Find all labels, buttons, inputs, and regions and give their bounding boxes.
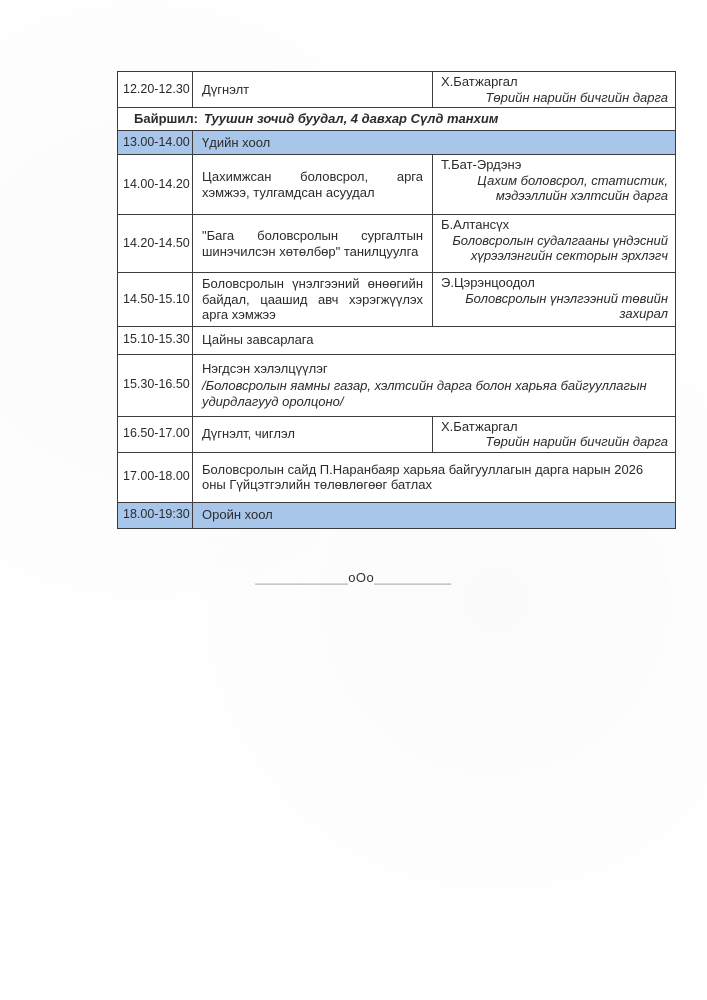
footer-ooo: оОо: [348, 570, 375, 585]
session-time: 14.00-14.20: [123, 176, 190, 191]
schedule-row: [118, 327, 675, 355]
schedule-row: [118, 417, 675, 453]
schedule-row: [118, 453, 675, 503]
time-cell: [118, 327, 193, 354]
session-time: 15.10-15.30: [123, 332, 190, 347]
speaker-title: Боловсролын судалгааны үндэсний хүрээлэнгийн секторын эрхлэгч: [452, 232, 668, 263]
session-time: 14.50-15.10: [123, 291, 190, 306]
activity-cell: [193, 327, 675, 354]
activity-cell: [193, 453, 675, 502]
person-cell: [433, 155, 675, 214]
schedule-row: [118, 215, 675, 273]
activity-cell: [193, 215, 433, 272]
session-activity: Оройн хоол: [202, 507, 273, 523]
time-cell: [118, 155, 193, 214]
speaker-name: Э.Цэрэнцоодол: [441, 275, 535, 290]
activity-cell: [193, 355, 675, 416]
person-cell: [433, 215, 675, 272]
time-cell: [118, 417, 193, 452]
speaker-name: Б.Алтансүх: [441, 217, 510, 232]
activity-cell: [193, 503, 675, 528]
session-time: 15.30-16.50: [123, 377, 190, 392]
time-cell: [118, 355, 193, 416]
time-cell: [118, 453, 193, 502]
schedule-row: [118, 72, 675, 108]
session-activity: "Бага боловсролын сургалтын шинэчилсэн хөтөлбөр" танилцуулга: [202, 228, 423, 259]
activity-cell: [193, 417, 433, 452]
speaker-title: Цахим боловсрол, статистик, мэдээллийн хэлтсийн дарга: [477, 172, 668, 203]
footer-line-left: ____________: [255, 570, 349, 585]
footer-line-right: __________: [374, 570, 452, 585]
footer-separator: [0, 570, 707, 585]
session-activity: Боловсролын сайд П.Наранбаяр харьяа байгууллагын дарга нарын 2026 оны Гүйцэтгэлийн төлөвлөгөөг батлах: [202, 461, 644, 492]
session-activity: Үдийн хоол: [202, 134, 271, 150]
session-activity: Цайны завсарлага: [202, 332, 314, 348]
session-activity: Цахимжсан боловсрол, арга хэмжээ, тулгамдсан асуудал: [202, 169, 423, 200]
activity-cell: [193, 273, 433, 326]
speaker-name: Х.Батжаргал: [441, 418, 518, 434]
time-cell: [118, 131, 193, 154]
schedule-row: [118, 503, 675, 528]
speaker-name: Х.Батжаргал: [441, 74, 518, 89]
session-time: 14.20-14.50: [123, 235, 190, 250]
schedule-row: [118, 273, 675, 327]
session-note: /Боловсролын яамны газар, хэлтсийн дарга болон харьяа байгууллагын удирдлагууд оролцоно/: [202, 378, 647, 409]
speaker-title: Төрийн нарийн бичгийн дарга: [485, 434, 668, 449]
session-time: 17.00-18.00: [123, 469, 190, 484]
schedule-row: [118, 155, 675, 215]
activity-cell: [193, 72, 433, 107]
session-activity: Дүгнэлт, чиглэл: [202, 426, 295, 442]
session-activity: Дүгнэлт: [202, 81, 250, 97]
time-cell: [118, 273, 193, 326]
session-time: 18.00-19:30: [123, 507, 190, 522]
time-cell: [118, 215, 193, 272]
location-cell: [118, 108, 675, 130]
speaker-title: Боловсролын үнэлгээний төвийн захирал: [465, 290, 668, 321]
activity-cell: [193, 131, 675, 154]
speaker-name: Т.Бат-Эрдэнэ: [441, 157, 522, 172]
session-time: 13.00-14.00: [123, 134, 190, 149]
schedule-row: [118, 355, 675, 417]
time-cell: [118, 72, 193, 107]
location-row: [118, 108, 675, 131]
speaker-title: Төрийн нарийн бичгийн дарга: [485, 89, 668, 105]
activity-cell: [193, 155, 433, 214]
time-cell: [118, 503, 193, 528]
location-label: Байршил:: [134, 111, 198, 127]
session-time: 16.50-17.00: [123, 426, 190, 441]
person-cell: [433, 417, 675, 452]
person-cell: [433, 273, 675, 326]
session-activity: Боловсролын үнэлгээний өнөөгийн байдал, цаашид авч хэрэгжүүлэх арга хэмжээ: [202, 276, 423, 322]
schedule-row: [118, 131, 675, 155]
session-activity: Нэгдсэн хэлэлцүүлэг: [202, 360, 328, 376]
session-time: 12.20-12.30: [123, 81, 190, 96]
schedule-table: [117, 71, 676, 529]
person-cell: [433, 72, 675, 107]
location-value: Туушин зочид буудал, 4 давхар Сүлд танхим: [203, 111, 499, 127]
